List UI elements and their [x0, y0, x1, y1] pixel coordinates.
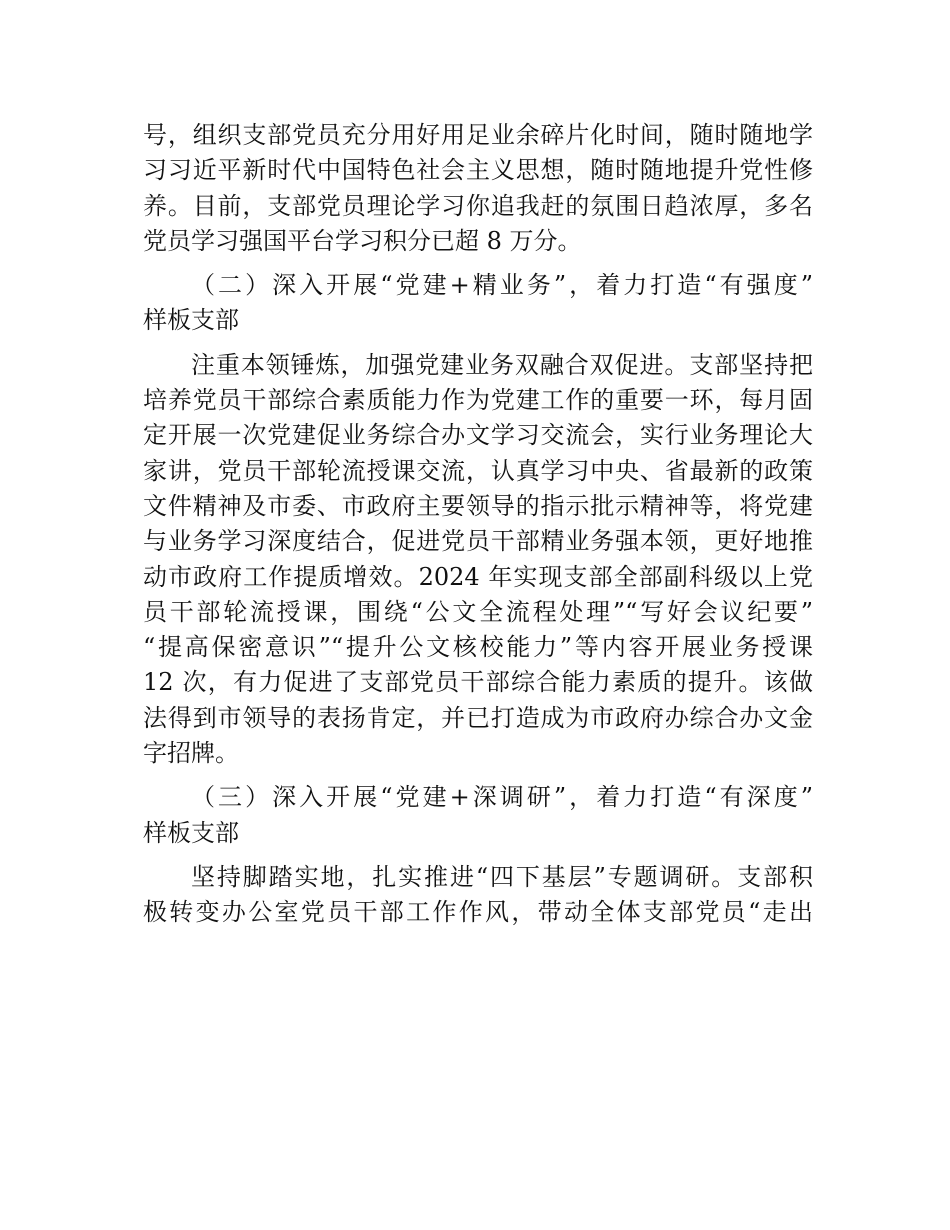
text-line: 定开展一次党建促业务综合办文学习交流会，实行业务理论大	[143, 421, 813, 450]
text-line: 法得到市领导的表扬肯定，并已打造成为市政府办综合办文金	[143, 703, 813, 732]
paragraph	[143, 348, 813, 772]
text-line: 注重本领锤炼，加强党建业务双融合双促进。支部坚持把	[191, 350, 813, 379]
heading-line: 样板支部	[143, 818, 239, 847]
text-line: 家讲，党员干部轮流授课交流，认真学习中央、省最新的政策	[143, 456, 813, 485]
text-line: 习习近平新时代中国特色社会主义思想，随时随地提升党性修	[143, 156, 813, 185]
heading-line: （三）深入开展“党建+深调研”，着力打造“有深度”	[191, 783, 813, 812]
text-line: 培养党员干部综合素质能力作为党建工作的重要一环，每月固	[143, 386, 813, 415]
text-line: 极转变办公室党员干部工作作风，带动全体支部党员“走出	[143, 898, 813, 927]
text-line: 号，组织支部党员充分用好用足业余碎片化时间，随时随地学	[143, 121, 813, 149]
heading-line: （二）深入开展“党建+精业务”，着力打造“有强度”	[191, 271, 813, 300]
text-line: 字招牌。	[143, 739, 239, 768]
paragraph-continuation	[143, 118, 813, 259]
text-line: 坚持脚踏实地，扎实推进“四下基层”专题调研。支部积	[191, 862, 813, 891]
text-line: 党员学习强国平台学习积分已超 8 万分。	[143, 226, 582, 255]
paragraph	[143, 860, 813, 931]
text-line: 与业务学习深度结合，促进党员干部精业务强本领，更好地推	[143, 527, 813, 556]
text-line: 12 次，有力促进了支部党员干部综合能力素质的提升。该做	[143, 668, 813, 697]
heading-line: 样板支部	[143, 306, 239, 335]
text-line: 文件精神及市委、市政府主要领导的指示批示精神等，将党建	[143, 491, 813, 520]
text-line: “提高保密意识”“提升公文核校能力”等内容开展业务授课	[143, 633, 813, 662]
text-line: 动市政府工作提质增效。2024 年实现支部全部副科级以上党	[143, 562, 813, 591]
section-heading-2	[143, 268, 813, 339]
text-line: 养。目前，支部党员理论学习你追我赶的氛围日趋浓厚，多名	[143, 191, 813, 220]
document-body	[143, 118, 813, 931]
section-heading-3	[143, 780, 813, 851]
text-line: 员干部轮流授课，围绕“公文全流程处理”“写好会议纪要”	[143, 597, 813, 626]
